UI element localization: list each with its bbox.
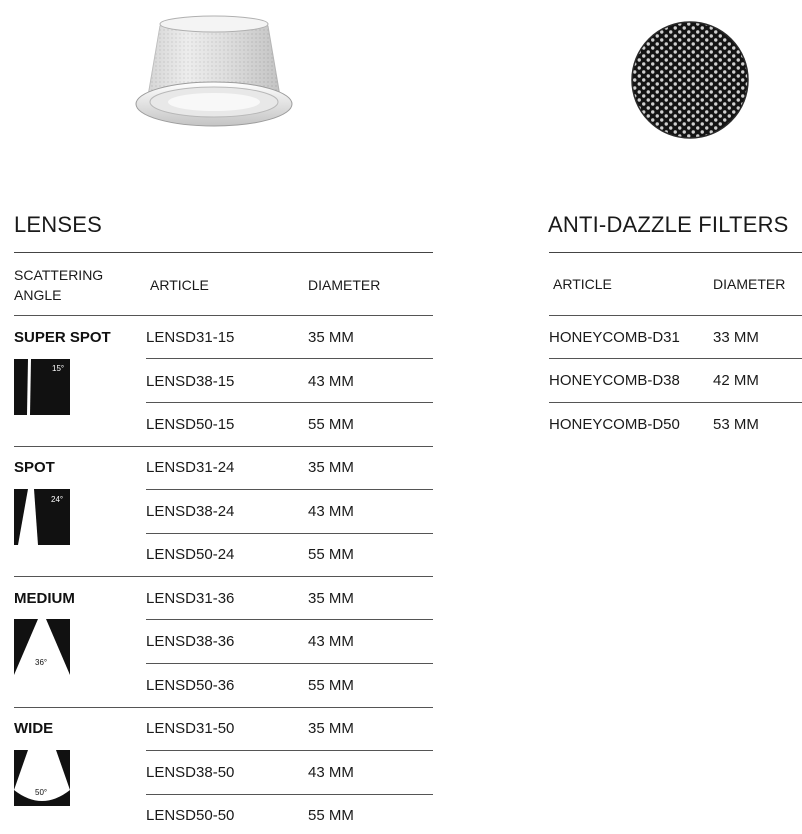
table-row-diameter: 35 MM <box>308 459 354 476</box>
row-rule <box>146 489 433 490</box>
filter-diameter-header: DIAMETER <box>713 276 786 292</box>
medium-beam-icon <box>14 619 70 675</box>
row-rule <box>146 402 433 403</box>
super-spot-angle-label: 15° <box>52 364 65 373</box>
filter-row-diameter: 42 MM <box>713 372 759 389</box>
table-row-article: LENSD38-36 <box>146 633 235 650</box>
table-row-diameter: 55 MM <box>308 677 354 694</box>
table-row-diameter: 55 MM <box>308 807 354 824</box>
table-row-article: LENSD31-15 <box>146 329 235 346</box>
table-row-article: LENSD50-36 <box>146 677 235 694</box>
row-rule <box>146 619 433 620</box>
table-row-diameter: 35 MM <box>308 720 354 737</box>
scattering-header-line1: SCATTERING <box>14 267 104 283</box>
wide-beam-icon <box>14 750 70 806</box>
group-rule <box>14 707 433 708</box>
row-rule <box>146 358 433 359</box>
group-name-wide: WIDE <box>14 720 54 737</box>
table-row-diameter: 55 MM <box>308 416 354 433</box>
filter-row-article: HONEYCOMB-D50 <box>549 416 680 433</box>
lenses-title-rule <box>14 252 433 253</box>
table-row-article: LENSD50-50 <box>146 807 235 824</box>
table-row-diameter: 43 MM <box>308 503 354 520</box>
group-name-medium: MEDIUM <box>14 590 75 607</box>
row-rule <box>146 663 433 664</box>
filter-header-rule <box>549 315 802 316</box>
group-name-spot: SPOT <box>14 459 55 476</box>
table-row-article: LENSD31-50 <box>146 720 235 737</box>
super-spot-beam-icon <box>14 359 70 415</box>
table-row-diameter: 35 MM <box>308 329 354 346</box>
filter-row-article: HONEYCOMB-D38 <box>549 372 680 389</box>
spot-beam-icon <box>14 489 70 545</box>
group-rule <box>14 446 433 447</box>
scattering-angle-header <box>14 265 103 305</box>
table-row-diameter: 55 MM <box>308 546 354 563</box>
table-row-article: LENSD50-24 <box>146 546 235 563</box>
table-row-article: LENSD31-36 <box>146 590 235 607</box>
header-rule <box>14 315 433 316</box>
table-row-diameter: 35 MM <box>308 590 354 607</box>
filter-row-diameter: 33 MM <box>713 329 759 346</box>
table-row-diameter: 43 MM <box>308 764 354 781</box>
table-row-article: LENSD38-24 <box>146 503 235 520</box>
wide-angle-label: 50° <box>35 788 48 797</box>
filter-article-header: ARTICLE <box>553 276 612 292</box>
filter-row-rule <box>549 358 802 359</box>
table-row-diameter: 43 MM <box>308 373 354 390</box>
lenses-title: LENSES <box>14 212 103 237</box>
filter-row-rule <box>549 402 802 403</box>
group-rule <box>14 576 433 577</box>
table-row-article: LENSD31-24 <box>146 459 235 476</box>
table-row-article: LENSD50-15 <box>146 416 235 433</box>
row-rule <box>146 750 433 751</box>
row-rule <box>146 794 433 795</box>
table-row-article: LENSD38-15 <box>146 373 235 390</box>
lens-reflector-image <box>130 8 298 138</box>
spot-angle-label: 24° <box>51 495 64 504</box>
medium-angle-label: 36° <box>35 658 48 667</box>
filters-title-rule <box>549 252 802 253</box>
scattering-header-line2: ANGLE <box>14 287 62 303</box>
article-header: ARTICLE <box>150 277 209 293</box>
filter-row-article: HONEYCOMB-D31 <box>549 329 680 346</box>
honeycomb-filter-image <box>628 18 752 142</box>
group-name-super-spot: SUPER SPOT <box>14 329 111 346</box>
table-row-article: LENSD38-50 <box>146 764 235 781</box>
row-rule <box>146 533 433 534</box>
filters-title: ANTI-DAZZLE FILTERS <box>548 212 789 237</box>
filter-row-diameter: 53 MM <box>713 416 759 433</box>
diameter-header: DIAMETER <box>308 277 381 293</box>
table-row-diameter: 43 MM <box>308 633 354 650</box>
